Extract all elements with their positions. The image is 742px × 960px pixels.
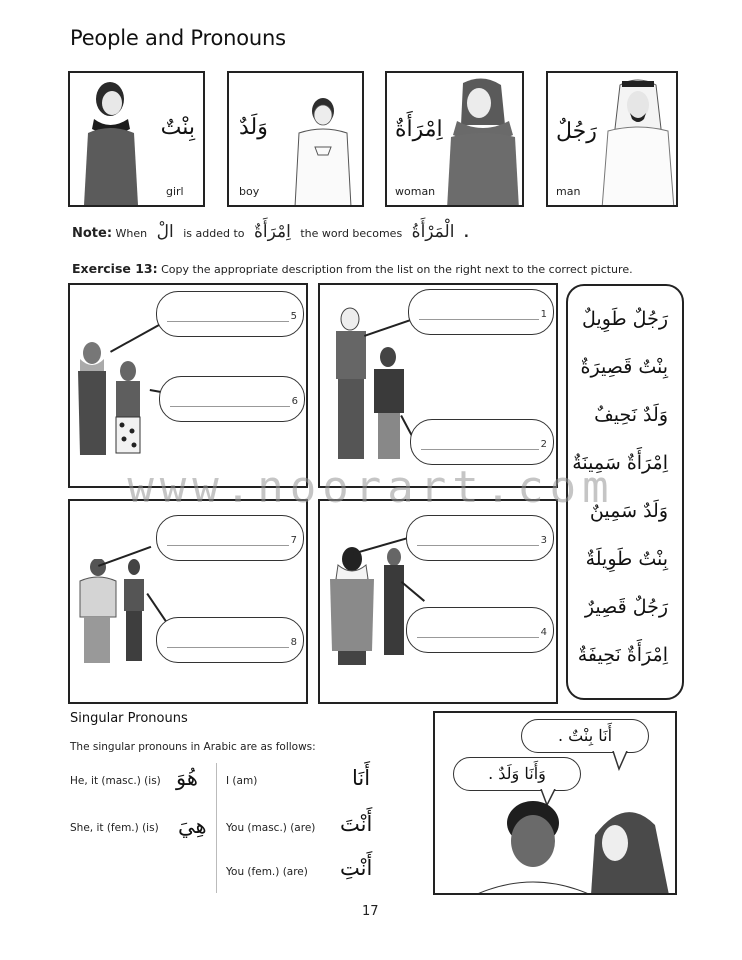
vocab-english-woman: woman <box>395 185 436 198</box>
note-word: اِمْرَأَةٌ <box>254 222 291 242</box>
bubble-tail <box>611 751 631 771</box>
answer-field-4[interactable] <box>406 607 554 653</box>
exercise-panel-3 <box>68 499 308 704</box>
note-text-3: the word becomes <box>300 227 403 240</box>
vocab-english-girl: girl <box>166 185 184 198</box>
answer-line <box>167 647 289 648</box>
exercise-instruction: Copy the appropriate description from the list on the right next to the correct picture. <box>161 263 633 276</box>
pronoun-arabic-she: هِيَ <box>178 814 207 838</box>
note-end: . <box>463 226 469 241</box>
vocab-card-girl <box>68 71 205 207</box>
answer-line <box>421 449 539 450</box>
answer-number: 5 <box>290 311 297 322</box>
answer-number: 6 <box>291 396 298 407</box>
pronoun-english-you-fem: You (fem.) (are) <box>226 866 308 878</box>
answer-field-6[interactable] <box>159 376 305 422</box>
vocab-card-boy <box>227 71 364 207</box>
answer-number: 4 <box>540 627 547 638</box>
pronoun-arabic-you-masc: أَنْتَ <box>340 812 373 836</box>
boy-and-girl-figure <box>455 795 675 895</box>
dialog-illustration <box>433 711 677 895</box>
note-text-1: When <box>115 227 148 240</box>
vocab-english-boy: boy <box>239 185 260 198</box>
two-women-figure <box>324 545 414 670</box>
pronoun-arabic-he: هُوَ <box>176 766 198 790</box>
two-women-figure <box>74 341 154 461</box>
man-figure <box>598 75 678 207</box>
column-divider <box>216 763 217 893</box>
answer-line <box>167 321 289 322</box>
answer-number: 3 <box>540 535 547 546</box>
answer-field-1[interactable] <box>408 289 554 335</box>
girl-figure <box>76 77 146 207</box>
note-line <box>72 222 469 242</box>
pronoun-arabic-you-fem: أَنْتِ <box>340 856 373 880</box>
answer-line <box>419 319 539 320</box>
note-al: الْ <box>156 222 174 242</box>
vocab-card-man <box>546 71 678 207</box>
pronoun-arabic-i: أَنَا <box>352 766 371 790</box>
vocab-card-woman <box>385 71 524 207</box>
word-list-item: اِمْرَأَةٌ سَمِينَةٌ <box>572 452 668 474</box>
speech-bubble-girl: أَنَا بِنْتٌ . <box>521 719 649 753</box>
answer-number: 7 <box>290 535 297 546</box>
pronoun-english-she: She, it (fem.) (is) <box>70 822 159 834</box>
answer-field-7[interactable] <box>156 515 304 561</box>
two-boys-figure <box>76 559 156 669</box>
vocab-arabic-man: رَجُلٌ <box>556 119 597 144</box>
word-list-item: وَلَدٌ سَمِينٌ <box>589 500 668 522</box>
note-text-2: is added to <box>183 227 245 240</box>
vocab-arabic-girl: بِنْتٌ <box>160 115 195 140</box>
word-list-item: بِنْتٌ طَوِيلَةٌ <box>585 548 668 570</box>
answer-field-2[interactable] <box>410 419 554 465</box>
woman-figure <box>443 75 523 207</box>
exercise-label: Exercise 13: <box>72 261 158 276</box>
answer-line <box>167 545 289 546</box>
answer-field-3[interactable] <box>406 515 554 561</box>
word-list-item: اِمْرَأَةٌ نَحِيفَةٌ <box>577 644 668 666</box>
word-list-item: رَجُلٌ طَوِيلٌ <box>582 308 668 330</box>
vocab-arabic-woman: اِمْرَأَةٌ <box>395 117 443 142</box>
answer-field-5[interactable] <box>156 291 304 337</box>
answer-number: 1 <box>540 309 547 320</box>
pronouns-intro: The singular pronouns in Arabic are as follows: <box>70 741 316 753</box>
page-number: 17 <box>362 904 379 919</box>
pronoun-english-you-masc: You (masc.) (are) <box>226 822 316 834</box>
word-list-item: بِنْتٌ قَصِيرَةٌ <box>580 356 668 378</box>
answer-field-8[interactable] <box>156 617 304 663</box>
exercise-panel-4 <box>318 499 558 704</box>
vocab-arabic-boy: وَلَدٌ <box>239 115 268 140</box>
word-list-item: وَلَدٌ نَحِيفٌ <box>594 404 668 426</box>
watermark: www.noorart.com <box>127 462 615 513</box>
note-result: الْمَرْأَةُ <box>411 222 455 242</box>
page-title: People and Pronouns <box>70 26 286 50</box>
answer-number: 8 <box>290 637 297 648</box>
answer-number: 2 <box>540 439 547 450</box>
exercise-heading <box>72 261 633 276</box>
exercise-panel-2 <box>318 283 558 488</box>
word-list-item: رَجُلٌ قَصِيرٌ <box>584 596 668 618</box>
answer-line <box>417 637 539 638</box>
note-label: Note: <box>72 226 113 241</box>
answer-line <box>417 545 539 546</box>
answer-line <box>170 406 290 407</box>
pronouns-heading: Singular Pronouns <box>70 711 188 726</box>
vocab-english-man: man <box>556 185 581 198</box>
exercise-panel-1 <box>68 283 308 488</box>
description-word-list <box>566 284 684 700</box>
pronoun-english-he: He, it (masc.) (is) <box>70 775 161 787</box>
pronoun-english-i: I (am) <box>226 775 258 787</box>
speech-bubble-boy: وَأَنَا وَلَدٌ . <box>453 757 581 791</box>
boy-figure <box>291 97 361 207</box>
